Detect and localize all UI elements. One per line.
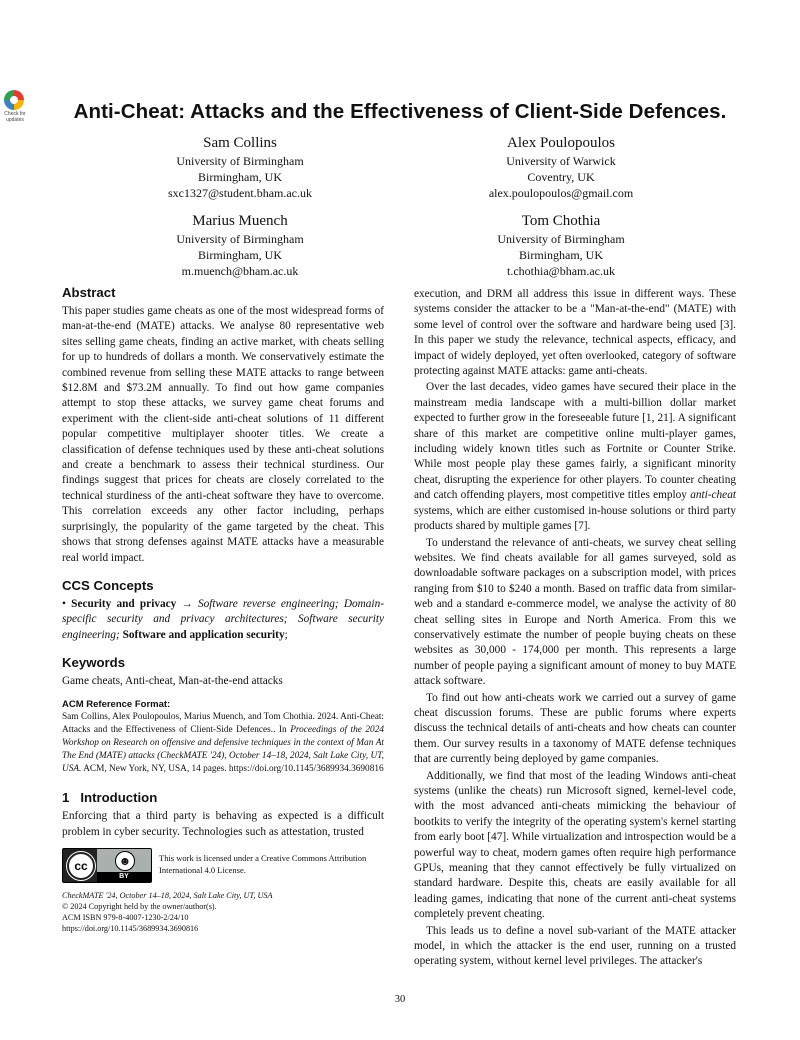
- paper-title: Anti-Cheat: Attacks and the Effectiveness of Client-Side Defences.: [73, 100, 727, 123]
- author-email: t.chothia@bham.ac.uk: [506, 264, 616, 278]
- author-email: sxc1327@student.bham.ac.uk: [167, 186, 313, 200]
- license-text: This work is licensed under a Creative Commons Attribution International 4.0 License.: [159, 853, 367, 875]
- author-location: Coventry, UK: [527, 170, 595, 184]
- author-affiliation: University of Birmingham: [176, 232, 304, 246]
- person-icon: ☻: [115, 851, 135, 871]
- author-email: m.muench@bham.ac.uk: [181, 264, 299, 278]
- paragraph: Over the last decades, video games have secured their place in the mainstream media landscape with a multi-billion dollar market expected to further grow in the foreseeable future [1, 21]. A significant share of this market are competitive online multi-player games, including widely known titles such as Fortnite or Counter Strike. While most people play these games fairly, a significant minority cheat, disrupting the experience for other players. To counter cheating and catch offending players, most competitive titles employ anti-cheat systems, which are either customised in-house solutions or third party products shared by multiple games [7].: [414, 381, 736, 533]
- abstract-text: This paper studies game cheats as one of the most widespread forms of man-at-the-end (MATE) attacks. We analyse 80 representative web sites selling game cheats, finding an active market, with cheats selling for up to hundreds of dollars a month. We conservatively estimate the combined revenue from selling these MATE attacks to range between $12.8M and $73.2M annually. To find out how game companies attempt to stop these attacks, we survey game cheat forums and experiment with the client-side anti-cheat solutions of 11 different popular competitive multiplayer shooter titles. We create a classification of defense techniques used by these anti-cheat solutions and create a benchmark to assess their technical sturdiness. Our findings suggest that prices for cheats are closely correlated to the technical sturdiness of the anti-cheat software they have to overcome. This correlation exceeds any other factor including, perhaps surprisingly, the popularity of the game targeted by the cheat. This shows that strong defenses against MATE attacks have a measurable real world impact.: [62, 305, 384, 564]
- acm-reference-tail: ACM, New York, NY, USA, 14 pages. https://doi.org/10.1145/3689934.3690816: [83, 764, 384, 774]
- ccs-term: Software and application security: [122, 628, 285, 641]
- doi-link[interactable]: https://doi.org/10.1145/3689934.3690816: [62, 924, 199, 934]
- abstract-heading: Abstract: [62, 285, 116, 300]
- paragraph: This leads us to define a novel sub-variant of the MATE attacker model, in which the attacker is the end user, running on a trusted operating system, without kernel level privileges. The attacker's: [414, 924, 736, 968]
- author-location: Birmingham, UK: [198, 248, 282, 262]
- cc-by-logo[interactable]: [62, 848, 152, 883]
- arrow-icon: →: [181, 597, 193, 610]
- paragraph: To understand the relevance of anti-cheats, we survey cheat selling websites. We find cheats available for all games surveyed, sold as downloadable software packages on a subscription model, with prices ranging from $10 to $240 a month. Based on traffic data from similar-web and a standard e-commerce model, we analyse the activity of 80 cheat selling sites in Europe and North America. From this we conservatively estimate the number of people buying cheats on these websites as 30,000 - 174,000 per month. This represents a large number of people paying a significant amount of money to buy MATE attack software.: [414, 536, 736, 688]
- ccs-bullet: •: [62, 597, 66, 610]
- author-location: Birmingham, UK: [198, 170, 282, 184]
- author-name: Sam Collins: [203, 135, 277, 151]
- footer-notes: [62, 890, 382, 934]
- by-label: BY: [97, 872, 151, 882]
- section-heading: [62, 789, 384, 806]
- paragraph: Additionally, we find that most of the leading Windows anti-cheat systems (unlike the cheats) run Microsoft signed, kernel-level code, with the most advanced anti-cheats mimicking the behaviour of bootkits to verify the integrity of the operating system's kernel starting from early boot [47]. While virtualization and introspection would be a powerful way to cheat, modern games often require high performance GPUs, meaning that they cannot effectively be fully virtualized on standard hardware. Despite this, cheats are easily available for all leading games, indicating that none of the current anti-cheat systems completely prevent cheating.: [414, 769, 736, 921]
- keywords-text: Game cheats, Anti-cheat, Man-at-the-end attacks: [62, 675, 283, 688]
- section-title: Introduction: [80, 790, 158, 806]
- author-block: [90, 133, 390, 201]
- author-location: Birmingham, UK: [519, 248, 603, 262]
- left-column: [62, 284, 384, 841]
- author-email: alex.poulopoulos@gmail.com: [488, 186, 634, 200]
- keywords-heading: Keywords: [62, 655, 126, 671]
- ccs-heading: CCS Concepts: [62, 577, 154, 593]
- ccs-text: [62, 597, 384, 643]
- author-block: [411, 211, 711, 279]
- section-number: 1: [62, 790, 70, 806]
- author-name: Alex Poulopoulos: [507, 135, 615, 151]
- crossmark-icon: [4, 90, 24, 110]
- acm-reference-heading: ACM Reference Format:: [62, 698, 171, 710]
- author-affiliation: University of Birmingham: [176, 154, 304, 168]
- page-number: 30: [394, 994, 406, 1005]
- ccs-end: ;: [284, 628, 288, 641]
- acm-reference-authors: Sam Collins, Alex Poulopoulos, Marius Muench, and Tom Chothia. 2024. Anti-Cheat: Attacks and the Effectiveness of Client-Side Defences.. In: [62, 711, 384, 735]
- author-name: Marius Muench: [192, 213, 288, 229]
- acm-reference-venue: Proceedings of the 2024 Workshop on Research on offensive and defensive techniques in the context of Man At The End (MATE) attacks (CheckMATE '24), October 14–18, 2024, Salt Lake City, UT, USA.: [62, 724, 384, 774]
- check-for-updates-badge[interactable]: [0, 90, 30, 126]
- paragraph: execution, and DRM all address this issue in different ways. These systems consider the attacker to be a "Man-at-the-end" (MATE) with some level of control over the software and hardware being used [3]. In this paper we study the relevance, technical aspects, efficacy, and impact of widely deployed, yet often overlooked, category of software protecting against MATE attacks: game anti-cheats.: [414, 288, 736, 378]
- license-block: [62, 846, 392, 884]
- right-column: [414, 287, 736, 971]
- intro-paragraph: Enforcing that a third party is behaving as expected is a difficult problem in cyber security. Technologies such as attestation, trusted: [62, 810, 384, 838]
- ccs-term: Security and privacy: [71, 597, 177, 610]
- copyright-line: © 2024 Copyright held by the owner/author(s).: [62, 902, 217, 912]
- author-block: [411, 133, 711, 201]
- cc-icon: cc: [67, 852, 95, 880]
- paragraph: To find out how anti-cheats work we carried out a survey of game cheat discussion forums. These are public forums where experts discuss the technical details of anti-cheats and how cheats can counter them. Our survey results in a taxonomy of MATE defense techniques that are currently being deployed by game companies.: [414, 691, 736, 766]
- author-affiliation: University of Warwick: [506, 154, 616, 168]
- conference-line: CheckMATE '24, October 14–18, 2024, Salt Lake City, UT, USA: [62, 891, 273, 900]
- author-block: [90, 211, 390, 279]
- author-name: Tom Chothia: [521, 213, 601, 229]
- badge-label: Check for updates: [4, 111, 26, 123]
- author-affiliation: University of Birmingham: [497, 232, 625, 246]
- ccs-items: Software reverse engineering; Domain-specific security and privacy architectures; Software security engineering;: [62, 597, 384, 641]
- acm-reference: [62, 698, 384, 777]
- isbn-line: ACM ISBN 979-8-4007-1230-2/24/10: [62, 913, 189, 923]
